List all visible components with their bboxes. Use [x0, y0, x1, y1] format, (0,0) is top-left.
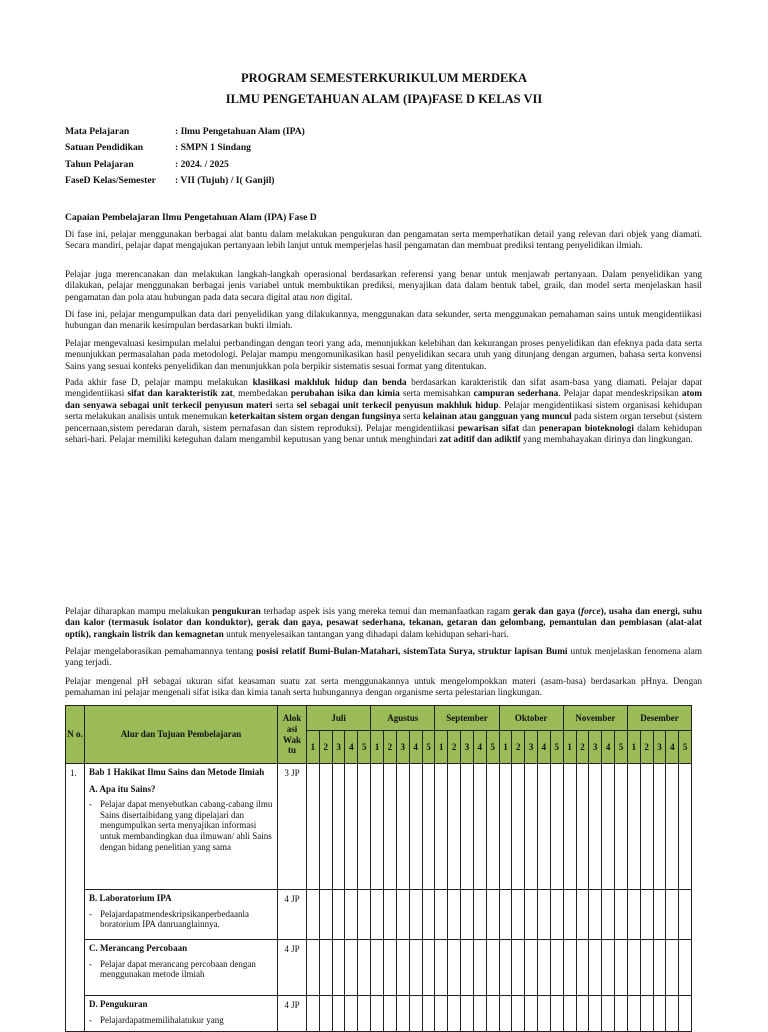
meta-value: : SMPN 1 Sindang	[175, 142, 251, 154]
week-cell	[538, 890, 551, 940]
week-cell	[653, 764, 666, 890]
meta-row	[65, 175, 305, 191]
week-cell	[525, 996, 538, 1032]
week-cell	[679, 764, 692, 890]
week-header: 1	[371, 731, 384, 764]
week-cell	[627, 764, 640, 890]
text-run: yang membahayakan dirinya dan lingkungan.	[520, 435, 693, 446]
capaian-paragraph	[65, 607, 702, 641]
week-cell	[345, 996, 358, 1032]
alokasi-cell: 4 JP	[278, 940, 307, 996]
week-cell	[409, 940, 422, 996]
week-cell	[345, 764, 358, 890]
col-header-alokasi: Alok asi Wak tu	[278, 706, 307, 764]
row-number: 1.	[66, 764, 85, 1032]
chapter-title: Bab 1 Hakikat Ilmu Sains dan Metode Ilmiah	[89, 767, 265, 777]
week-header: 2	[448, 731, 461, 764]
week-cell	[679, 996, 692, 1032]
week-cell	[538, 940, 551, 996]
week-cell	[499, 940, 512, 996]
col-header-alur: Alur dan Tujuan Pembelajaran	[85, 706, 278, 764]
week-cell	[371, 996, 384, 1032]
week-cell	[589, 996, 602, 1032]
meta-key: Tahun Pelajaran	[65, 158, 134, 170]
week-cell	[512, 764, 525, 890]
week-header: 5	[422, 731, 435, 764]
week-cell	[563, 940, 576, 996]
alokasi-cell: 4 JP	[278, 890, 307, 940]
week-header: 5	[615, 731, 628, 764]
week-cell	[499, 764, 512, 890]
meta-value: : Ilmu Pengetahuan Alam (IPA)	[175, 126, 305, 137]
week-cell	[319, 940, 332, 996]
week-cell	[319, 996, 332, 1032]
week-cell	[422, 996, 435, 1032]
week-cell	[653, 890, 666, 940]
text-run: berdasarkan karakteristik dan sifat asam-basa yang diamati. Pelajar dapat mengidentiikasi	[65, 378, 703, 400]
document-title: PROGRAM SEMESTERKURIKULUM MERDEKA	[240, 71, 528, 85]
bullet-dash: -	[89, 958, 92, 969]
text-run: Pada akhir fase D, pelajar mampu melakukan	[65, 378, 253, 388]
week-cell	[473, 890, 486, 940]
bullet-dash: -	[89, 799, 92, 810]
week-cell	[396, 764, 409, 890]
week-cell	[486, 764, 499, 890]
week-header: 4	[473, 731, 486, 764]
alur-cell	[85, 940, 278, 996]
week-cell	[576, 996, 589, 1032]
week-cell	[448, 940, 461, 996]
week-cell	[409, 996, 422, 1032]
meta-key: Mata Pelajaran	[65, 126, 130, 137]
week-cell	[576, 940, 589, 996]
week-cell	[435, 996, 448, 1032]
week-cell	[448, 996, 461, 1032]
week-cell	[307, 940, 320, 996]
alokasi-cell: 4 JP	[278, 996, 307, 1032]
week-cell	[435, 940, 448, 996]
week-cell	[499, 996, 512, 1032]
week-header: 5	[679, 731, 692, 764]
week-header: 1	[307, 731, 320, 764]
week-cell	[422, 940, 435, 996]
capaian-paragraph	[65, 647, 702, 670]
table-row	[66, 940, 692, 996]
week-header: 2	[512, 731, 525, 764]
week-cell	[627, 940, 640, 996]
week-cell	[563, 764, 576, 890]
week-cell	[576, 764, 589, 890]
week-cell	[550, 890, 563, 940]
capaian-paragraph: Di fase ini, pelajar menggunakan berbagai alat bantu dalam melakukan pengukuran dan pengamatan serta memperhatikan detail yang relevan dari objek yang diamati. Secara mandiri, pelajar dapat mengajukan pertanyaan lebih lanjut untuk memperjelas hasil pengamatan dan membuat prediksi tentang penyelidikan ilmiah.	[65, 230, 702, 252]
text-run: untuk menyelesaikan tantangan yang dihadapi dalam kehidupan sehari-hari.	[223, 629, 509, 640]
week-cell	[371, 890, 384, 940]
week-cell	[589, 940, 602, 996]
month-header: Oktober	[499, 706, 563, 731]
week-cell	[525, 764, 538, 890]
week-cell	[602, 890, 615, 940]
week-cell	[384, 940, 397, 996]
text-run-bold: penerapan bioteknologi	[539, 423, 634, 434]
week-cell	[486, 996, 499, 1032]
week-cell	[358, 764, 371, 890]
week-cell	[371, 940, 384, 996]
text-run-italic: non	[310, 292, 325, 303]
text-run: . Pelajar dapat mendeskripsikan	[558, 389, 682, 400]
subtopic-title: C. Merancang Percobaan	[89, 943, 188, 953]
week-header: 1	[499, 731, 512, 764]
week-cell	[525, 940, 538, 996]
objective-text: Pelajar dapat merancang percobaan dengan menggunakan metode ilmiah	[100, 958, 256, 980]
week-header: 1	[627, 731, 640, 764]
week-cell	[666, 996, 679, 1032]
text-run-bold: sel sebagai unit terkecil penyusun makhluk hidup	[296, 400, 499, 411]
subtopic-title: D. Pengukuran	[89, 999, 148, 1009]
week-header: 3	[461, 731, 474, 764]
week-header: 4	[666, 731, 679, 764]
bullet-dash: -	[89, 908, 92, 919]
text-run: Pelajar mengelaborasikan pemahamannya tentang	[65, 647, 257, 657]
text-run-bold: force	[581, 607, 601, 617]
week-header: 4	[602, 731, 615, 764]
objective-text: Pelajar dapat menyebutkan cabang-cabang ilmu Sains disertaibidang yang dipelajari dan mengumpulkan serta menyajikan informasi untuk membandingkan dua ilmuwan/ ahli Sains dengan bidang penelitian yang sama	[100, 799, 273, 852]
week-cell	[602, 764, 615, 890]
alur-cell	[85, 890, 278, 940]
week-cell	[576, 890, 589, 940]
week-cell	[345, 940, 358, 996]
subtopic-title: A. Apa itu Sains?	[89, 783, 156, 794]
text-run: serta	[400, 412, 423, 423]
capaian-paragraph: Pelajar mengevaluasi kesimpulan melalui perbandingan dengan teori yang ada, menunjukkan kelebihan dan kekurangan proses penyelidikan dan efeknya pada data serta menunjukkan permasalahan pada metodologi. Pelajar mampu mengomunikasikan hasil penyelidikan secara utuh yang ditunjang dengan argumen, bahasa serta konvensi Sains yang sesuai konteks penyelidikan dan menunjukkan pola berpikir sistematis sesuai format yang ditentukan.	[65, 339, 702, 372]
week-cell	[602, 996, 615, 1032]
capaian-paragraph	[65, 378, 702, 446]
week-header: 3	[332, 731, 345, 764]
week-cell	[589, 890, 602, 940]
week-cell	[422, 890, 435, 940]
week-cell	[615, 890, 628, 940]
text-run: serta memisahkan	[399, 389, 474, 400]
text-run-bold: perubahan isika dan kimia	[290, 389, 400, 400]
week-cell	[461, 890, 474, 940]
text-run-bold: zat aditif dan adiktif	[439, 435, 521, 446]
text-run: dan	[519, 423, 540, 434]
text-run: Pelajar juga merencanakan dan melakukan langkah-langkah operasional berdasarkan referensi yang benar untuk menjawab pertanyaan. Dalam penyelidikan yang dilakukan, pelajar menggunakan berbagai jenis variabel untuk membuktikan prediksi, menyajikan data dalam bentuk tabel, graik, dan model serta menjelaskan hasil pengamatan dan pola atau hubungan pada data secara digital atau	[65, 270, 702, 303]
week-cell	[358, 996, 371, 1032]
document-subtitle: ILMU PENGETAHUAN ALAM (IPA)FASE D KELAS VII	[225, 92, 543, 106]
week-cell	[538, 764, 551, 890]
week-cell	[396, 940, 409, 996]
week-cell	[396, 996, 409, 1032]
capaian-paragraph: Pelajar mengenal pH sebagai ukuran sifat keasaman suatu zat serta menggunakannya untuk mengelompokkan materi (asam-basa) berdasarkan pHnya. Dengan pemahaman ini pelajar mengenali sifat isika dan kimia tanah serta hubungannya dengan organisme serta pelestarian lingkungan.	[65, 677, 702, 699]
week-cell	[538, 996, 551, 1032]
week-cell	[499, 890, 512, 940]
week-cell	[409, 890, 422, 940]
text-run-bold: pewarisan sifat	[457, 423, 520, 434]
week-cell	[384, 890, 397, 940]
text-run: dalam kehidupan sehari-hari. Pelajar memiliki keteguhan dalam mengambil keputusan yang benar untuk menghindari	[65, 423, 703, 446]
capaian-paragraph	[65, 270, 702, 304]
objective-item	[89, 799, 273, 852]
week-cell	[473, 940, 486, 996]
meta-value: : VII (Tujuh) / I( Ganjil)	[175, 174, 275, 186]
week-cell	[358, 940, 371, 996]
week-header: 5	[550, 731, 563, 764]
week-cell	[640, 764, 653, 890]
week-cell	[371, 764, 384, 890]
text-run: digital.	[324, 292, 353, 303]
col-header-no: N o.	[66, 706, 85, 764]
objective-text: Pelajardapatmemilihalatukur yang	[100, 1014, 224, 1025]
month-header: Juli	[307, 706, 371, 731]
week-cell	[627, 996, 640, 1032]
table-row	[66, 996, 692, 1032]
week-cell	[679, 940, 692, 996]
subtopic-title: B. Laboratorium IPA	[89, 893, 172, 903]
bullet-dash: -	[89, 1014, 92, 1025]
week-cell	[422, 764, 435, 890]
week-cell	[435, 890, 448, 940]
week-cell	[345, 890, 358, 940]
capaian-paragraph: Di fase ini, pelajar mengumpulkan data dari penyelidikan yang dilakukannya, menggunakan data sekunder, serta menggunakan pemahaman sains untuk mengidentiikasi hubungan dan menarik kesimpulan berdasarkan bukti ilmiah.	[65, 310, 702, 332]
week-cell	[332, 940, 345, 996]
week-cell	[640, 996, 653, 1032]
text-run-bold: posisi relatif Bumi-Bulan-Matahari, sistemTata Surya, struktur lapisan Bumi	[256, 647, 568, 657]
week-cell	[512, 940, 525, 996]
text-run: Pelajar diharapkan mampu melakukan	[65, 607, 213, 617]
week-cell	[435, 764, 448, 890]
month-header: Desember	[627, 706, 691, 731]
week-cell	[602, 940, 615, 996]
week-cell	[384, 764, 397, 890]
week-cell	[358, 890, 371, 940]
text-run: , membedakan	[232, 389, 291, 400]
week-header: 4	[345, 731, 358, 764]
week-header: 4	[409, 731, 422, 764]
week-cell	[319, 890, 332, 940]
week-cell	[307, 764, 320, 890]
week-cell	[448, 890, 461, 940]
text-run-bold: ), usaha dan energi, suhu dan kalor (termasuk isolator dan konduktor), gerak dan gaya, pesawat sederhana, tekanan, getaran dan gelombang, pemantulan dan pembiasan (alat-alat optik), rangkain listrik dan kemagnetan	[65, 607, 702, 640]
meta-row	[65, 142, 305, 158]
text-run-bold: campuran sederhana	[473, 389, 559, 400]
alur-cell	[85, 996, 278, 1032]
week-cell	[473, 764, 486, 890]
month-header: Agustus	[371, 706, 435, 731]
month-header: November	[563, 706, 627, 731]
table-row	[66, 890, 692, 940]
week-header: 3	[589, 731, 602, 764]
text-run: untuk menjelaskan fenomena alam yang terjadi.	[65, 647, 702, 669]
week-cell	[679, 890, 692, 940]
text-run: . Pelajar mengidentiikasi sistem organisasi kehidupan serta melakukan analisis untuk menemukan	[65, 400, 703, 423]
week-cell	[486, 890, 499, 940]
meta-value: : 2024. / 2025	[175, 158, 229, 170]
capaian-heading: Capaian Pembelajaran Ilmu Pengetahuan Alam (IPA) Fase D	[65, 212, 317, 223]
text-run-bold: pengukuran	[212, 607, 261, 617]
text-run-bold: gerak dan gaya (	[513, 607, 582, 617]
objective-text: Pelajardapatmendeskripsikanperbedaanla boratorium IPA danruanglainnya.	[100, 908, 249, 930]
week-cell	[332, 996, 345, 1032]
week-cell	[666, 890, 679, 940]
week-cell	[512, 996, 525, 1032]
week-cell	[640, 940, 653, 996]
week-header: 4	[538, 731, 551, 764]
text-run-bold: sifat dan karakteristik zat	[127, 389, 233, 400]
meta-key: Satuan Pendidikan	[65, 142, 144, 154]
text-run-bold: keterkaitan sistem organ dengan fungsinya	[229, 412, 401, 423]
text-run: terhadap aspek isis yang mereka temui dan memanfaatkan ragam	[260, 607, 514, 617]
week-cell	[589, 764, 602, 890]
week-cell	[461, 940, 474, 996]
week-cell	[627, 890, 640, 940]
week-cell	[550, 764, 563, 890]
week-header: 5	[358, 731, 371, 764]
month-header: September	[435, 706, 499, 731]
schedule-table	[65, 705, 692, 1032]
text-run-bold: atom dan senyawa sebagai unit terkecil penyusun materi	[65, 389, 703, 411]
week-cell	[550, 996, 563, 1032]
text-run-bold: klasiikasi makhluk hidup dan benda	[252, 378, 407, 388]
week-cell	[653, 996, 666, 1032]
week-cell	[615, 764, 628, 890]
meta-key: FaseD Kelas/Semester	[65, 174, 156, 186]
week-cell	[461, 996, 474, 1032]
table-row	[66, 764, 692, 890]
week-cell	[409, 764, 422, 890]
week-cell	[307, 996, 320, 1032]
week-cell	[563, 996, 576, 1032]
week-header: 3	[525, 731, 538, 764]
week-cell	[473, 996, 486, 1032]
text-run-bold: kelainan atau gangguan yang muncul	[422, 412, 572, 423]
objective-item	[89, 909, 273, 930]
week-cell	[448, 764, 461, 890]
week-header: 5	[486, 731, 499, 764]
meta-row	[65, 159, 305, 175]
week-header: 2	[640, 731, 653, 764]
week-cell	[666, 940, 679, 996]
text-run: serta	[272, 400, 297, 411]
alur-cell	[85, 764, 278, 890]
week-header: 2	[576, 731, 589, 764]
week-cell	[486, 940, 499, 996]
week-cell	[615, 940, 628, 996]
week-header: 3	[396, 731, 409, 764]
alokasi-cell: 3 JP	[278, 764, 307, 890]
week-cell	[653, 940, 666, 996]
week-cell	[307, 890, 320, 940]
week-cell	[384, 996, 397, 1032]
identity-block	[65, 126, 305, 191]
week-cell	[461, 764, 474, 890]
week-header: 2	[384, 731, 397, 764]
week-cell	[525, 890, 538, 940]
week-header: 2	[319, 731, 332, 764]
meta-row	[65, 126, 305, 142]
week-header: 1	[435, 731, 448, 764]
week-header: 3	[653, 731, 666, 764]
week-cell	[550, 940, 563, 996]
week-header: 1	[563, 731, 576, 764]
week-cell	[640, 890, 653, 940]
week-cell	[563, 890, 576, 940]
week-cell	[666, 764, 679, 890]
week-cell	[332, 890, 345, 940]
week-cell	[396, 890, 409, 940]
week-cell	[615, 996, 628, 1032]
objective-item	[89, 959, 273, 980]
week-cell	[319, 764, 332, 890]
text-run: pada sistem organ tersebut (sistem pencernaan,sistem peredaran darah, sistem pernafasan dan sistem reproduksi). Pelajar mengidentiikasi	[65, 412, 703, 434]
week-cell	[332, 764, 345, 890]
week-cell	[512, 890, 525, 940]
